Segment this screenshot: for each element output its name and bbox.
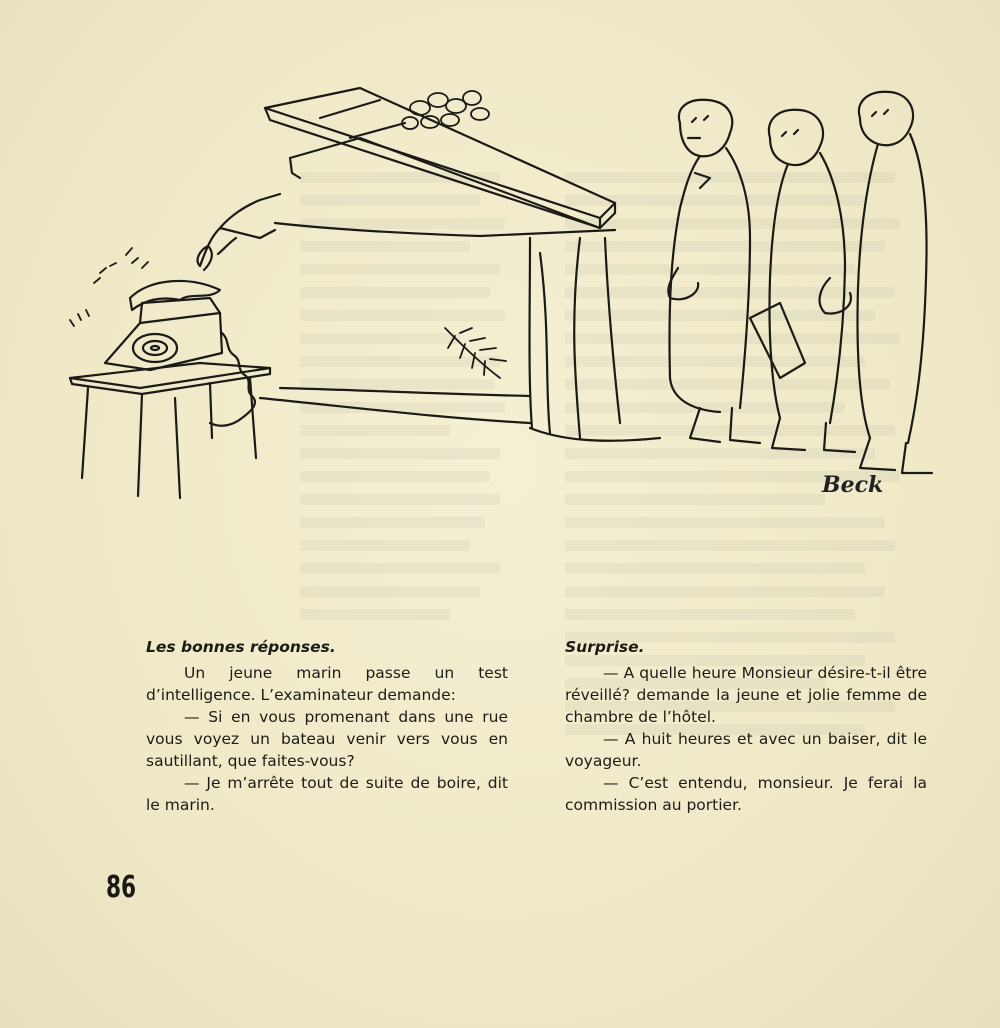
story-paragraph: — A huit heures et avec un baiser, dit le voyageur. <box>565 730 927 770</box>
palm-branch <box>445 328 506 378</box>
story-paragraph: — A quelle heure Monsieur désire-t-il être réveillé? demande la jeune et jolie femme de chambre de l’hôtel. <box>565 664 927 726</box>
story-paragraph: — C’est entendu, monsieur. Je ferai la commission au portier. <box>565 774 927 814</box>
mourners <box>668 92 932 473</box>
telephone-table <box>70 363 270 498</box>
story-title: Les bonnes réponses. <box>146 638 336 656</box>
draped-catafalque <box>260 223 660 441</box>
cartoon-illustration <box>60 78 940 518</box>
story-paragraph: — Je m’arrête tout de suite de boire, dit le marin. <box>146 774 508 814</box>
telephone <box>105 281 255 426</box>
flower-wreath <box>402 91 489 129</box>
coffin <box>265 88 615 228</box>
story-paragraph: — Si en vous promenant dans une rue vous voyez un bateau venir vers vous en sautillant, que faites-vous? <box>146 708 508 770</box>
story-left <box>146 636 508 816</box>
hand-from-coffin <box>198 194 280 270</box>
story-title: Surprise. <box>565 638 645 656</box>
story-paragraph: Un jeune marin passe un test d’intelligence. L’examinateur demande: <box>146 664 508 704</box>
page-number: 86 <box>106 870 137 905</box>
story-right <box>565 636 927 816</box>
artist-signature: Beck <box>822 472 884 498</box>
ringing-marks <box>70 248 148 326</box>
